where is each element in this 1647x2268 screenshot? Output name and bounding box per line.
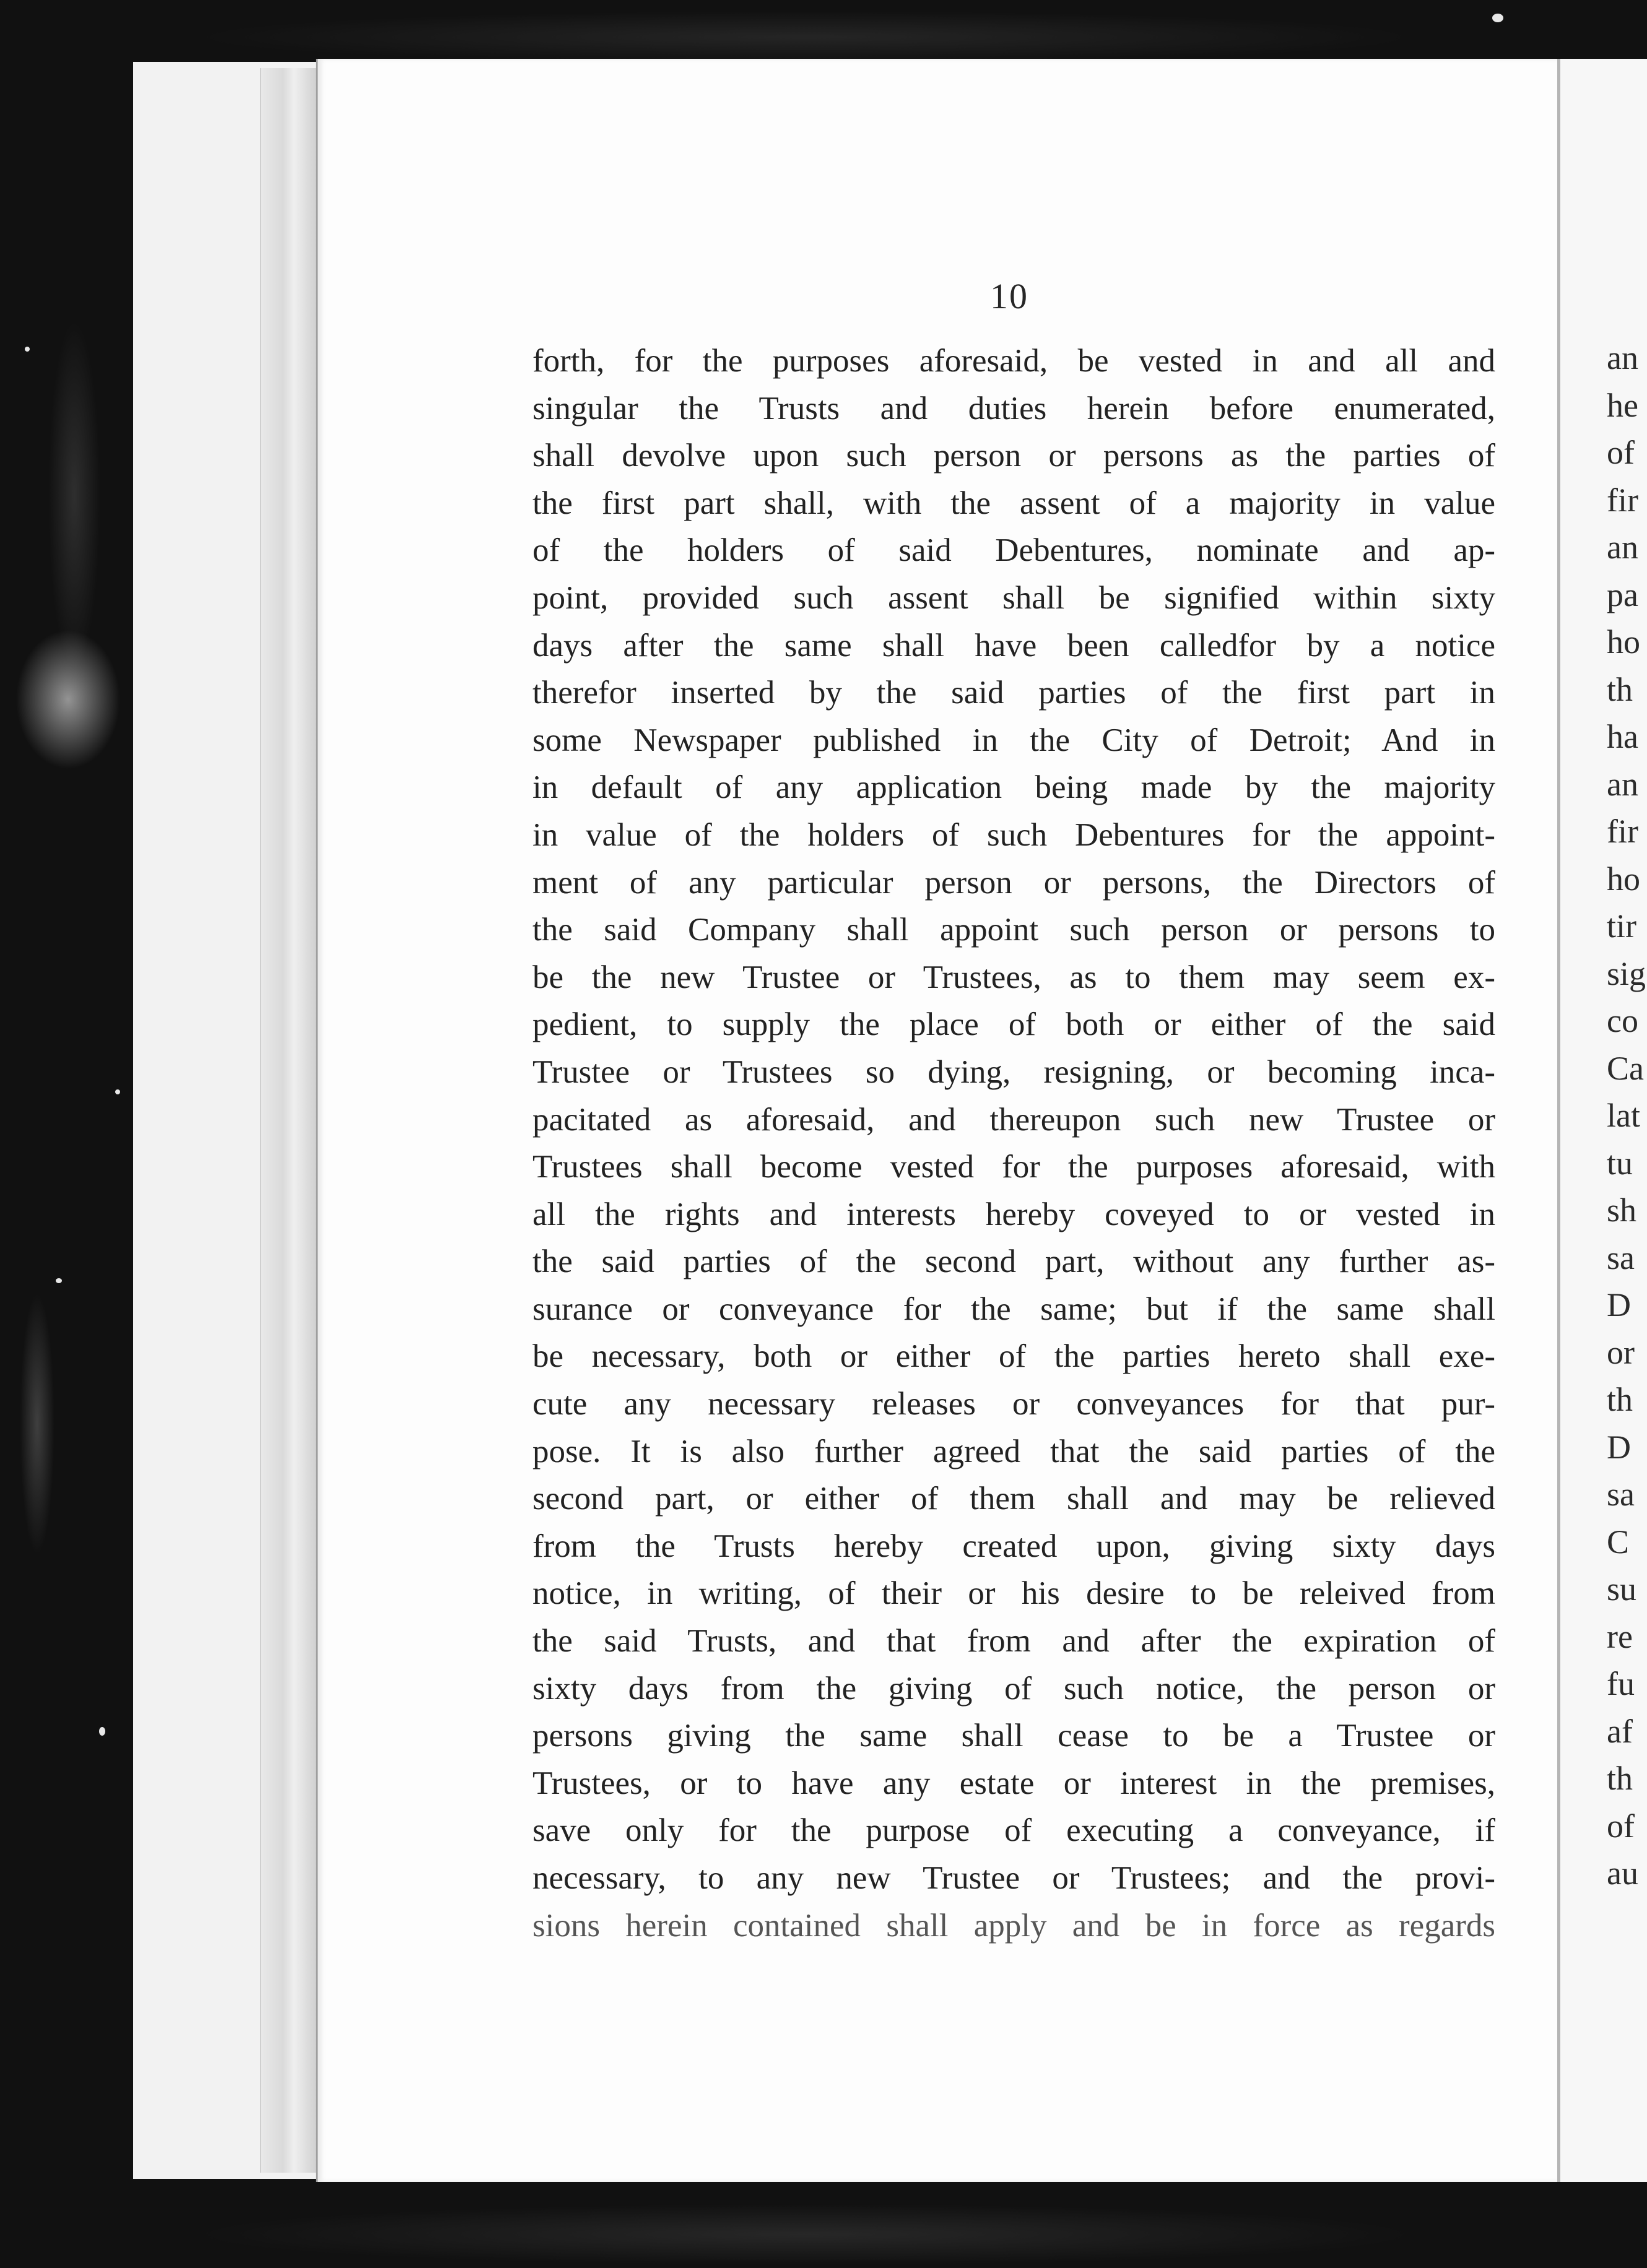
facing-page-line: Ca [1607,1049,1644,1087]
text-line: shall devolve upon such person or persons as the parties of [532,438,1495,474]
facing-page-line: lat [1607,1097,1640,1134]
facing-page-line: an [1607,765,1638,803]
facing-page-line: su [1607,1570,1637,1608]
text-line: cute any necessary releases or conveyances for that pur- [532,1386,1495,1422]
body-text [532,337,1495,1949]
facing-page-text [1607,334,1647,1897]
facing-page-line: ha [1607,718,1638,755]
text-line: in value of the holders of such Debentures for the appoint- [532,816,1495,853]
facing-page-line: th [1607,1381,1633,1418]
text-line: save only for the purpose of executing a conveyance, if [532,1812,1495,1849]
scan-speck [99,1727,105,1736]
facing-page-line: fir [1607,813,1638,850]
text-line: all the rights and interests hereby coveyed to or vested in [532,1196,1495,1232]
facing-page-line: fu [1607,1665,1635,1702]
facing-page-line: tir [1607,907,1636,945]
facing-page-line: af [1607,1712,1633,1750]
text-line: of the holders of said Debentures, nominate and ap- [532,532,1495,569]
text-line: pedient, to supply the place of both or either of the said [532,1006,1495,1043]
text-line: from the Trusts hereby created upon, giving sixty days [532,1528,1495,1564]
facing-page-line: of [1607,1807,1635,1845]
facing-page-line: of [1607,434,1635,471]
text-line: be the new Trustee or Trustees, as to them may seem ex- [532,959,1495,995]
facing-page-line: tu [1607,1144,1633,1182]
facing-page-line: D [1607,1286,1631,1323]
facing-page-line: ho [1607,860,1640,898]
text-line: point, provided such assent shall be signified within sixty [532,579,1495,616]
text-line: Trustees, or to have any estate or interest in the premises, [532,1765,1495,1801]
text-line: pacitated as aforesaid, and thereupon such new Trustee or [532,1101,1495,1138]
text-line: ment of any particular person or persons, the Directors of [532,864,1495,901]
facing-page-line: re [1607,1617,1633,1655]
facing-page-line: or [1607,1333,1635,1371]
text-line: some Newspaper published in the City of Detroit; And in [532,722,1495,758]
scan-speck [1492,14,1503,22]
text-line: be necessary, both or either of the parties hereto shall exe- [532,1338,1495,1375]
text-line: singular the Trusts and duties herein before enumerated, [532,390,1495,426]
text-line: the said Company shall appoint such person or persons to [532,912,1495,948]
text-line: Trustee or Trustees so dying, resigning, or becoming inca- [532,1054,1495,1090]
facing-page-line: sa [1607,1476,1635,1513]
text-line: sions herein contained shall apply and be in force as regards [532,1907,1495,1944]
facing-page-line: he [1607,386,1638,424]
text-line: Trustees shall become vested for the purposes aforesaid, with [532,1149,1495,1185]
text-line: sixty days from the giving of such notice, the person or [532,1670,1495,1707]
text-line: notice, in writing, of their or his desire to be releived from [532,1575,1495,1612]
text-line: the first part shall, with the assent of a majority in value [532,485,1495,521]
text-line: days after the same shall have been calledfor by a notice [532,627,1495,664]
facing-page-line: pa [1607,576,1638,613]
text-line: forth, for the purposes aforesaid, be vested in and all and [532,343,1495,379]
facing-page-line: C [1607,1523,1630,1560]
facing-page-line: fir [1607,481,1638,519]
text-line: pose. It is also further agreed that the said parties of the [532,1433,1495,1469]
text-line: surance or conveyance for the same; but if the same shall [532,1291,1495,1327]
scan-speck [56,1278,62,1283]
text-line: the said Trusts, and that from and after the expiration of [532,1623,1495,1660]
facing-page-line: sig [1607,954,1646,992]
scan-speck [25,347,30,352]
scan-speck [115,1089,120,1094]
facing-page-line: th [1607,670,1633,708]
page-stack-edge [260,68,316,2173]
facing-page-line: D [1607,1428,1631,1466]
text-line: second part, or either of them shall and may be relieved [532,1481,1495,1517]
facing-page-line: co [1607,1002,1638,1039]
text-line: persons giving the same shall cease to be a Trustee or [532,1718,1495,1754]
facing-page-line: an [1607,339,1638,376]
facing-page-line: ho [1607,623,1640,660]
facing-page-line: au [1607,1855,1638,1892]
facing-page-line: an [1607,529,1638,566]
text-line: necessary, to any new Trustee or Trustees; and the provi- [532,1860,1495,1896]
text-line: the said parties of the second part, without any further as- [532,1244,1495,1280]
facing-page-line: sh [1607,1192,1637,1229]
page-number: 10 [990,276,1028,316]
facing-page-line: th [1607,1760,1633,1797]
text-line: therefor inserted by the said parties of the first part in [532,675,1495,711]
text-line: in default of any application being made by the majority [532,769,1495,806]
facing-page-line: sa [1607,1239,1635,1276]
